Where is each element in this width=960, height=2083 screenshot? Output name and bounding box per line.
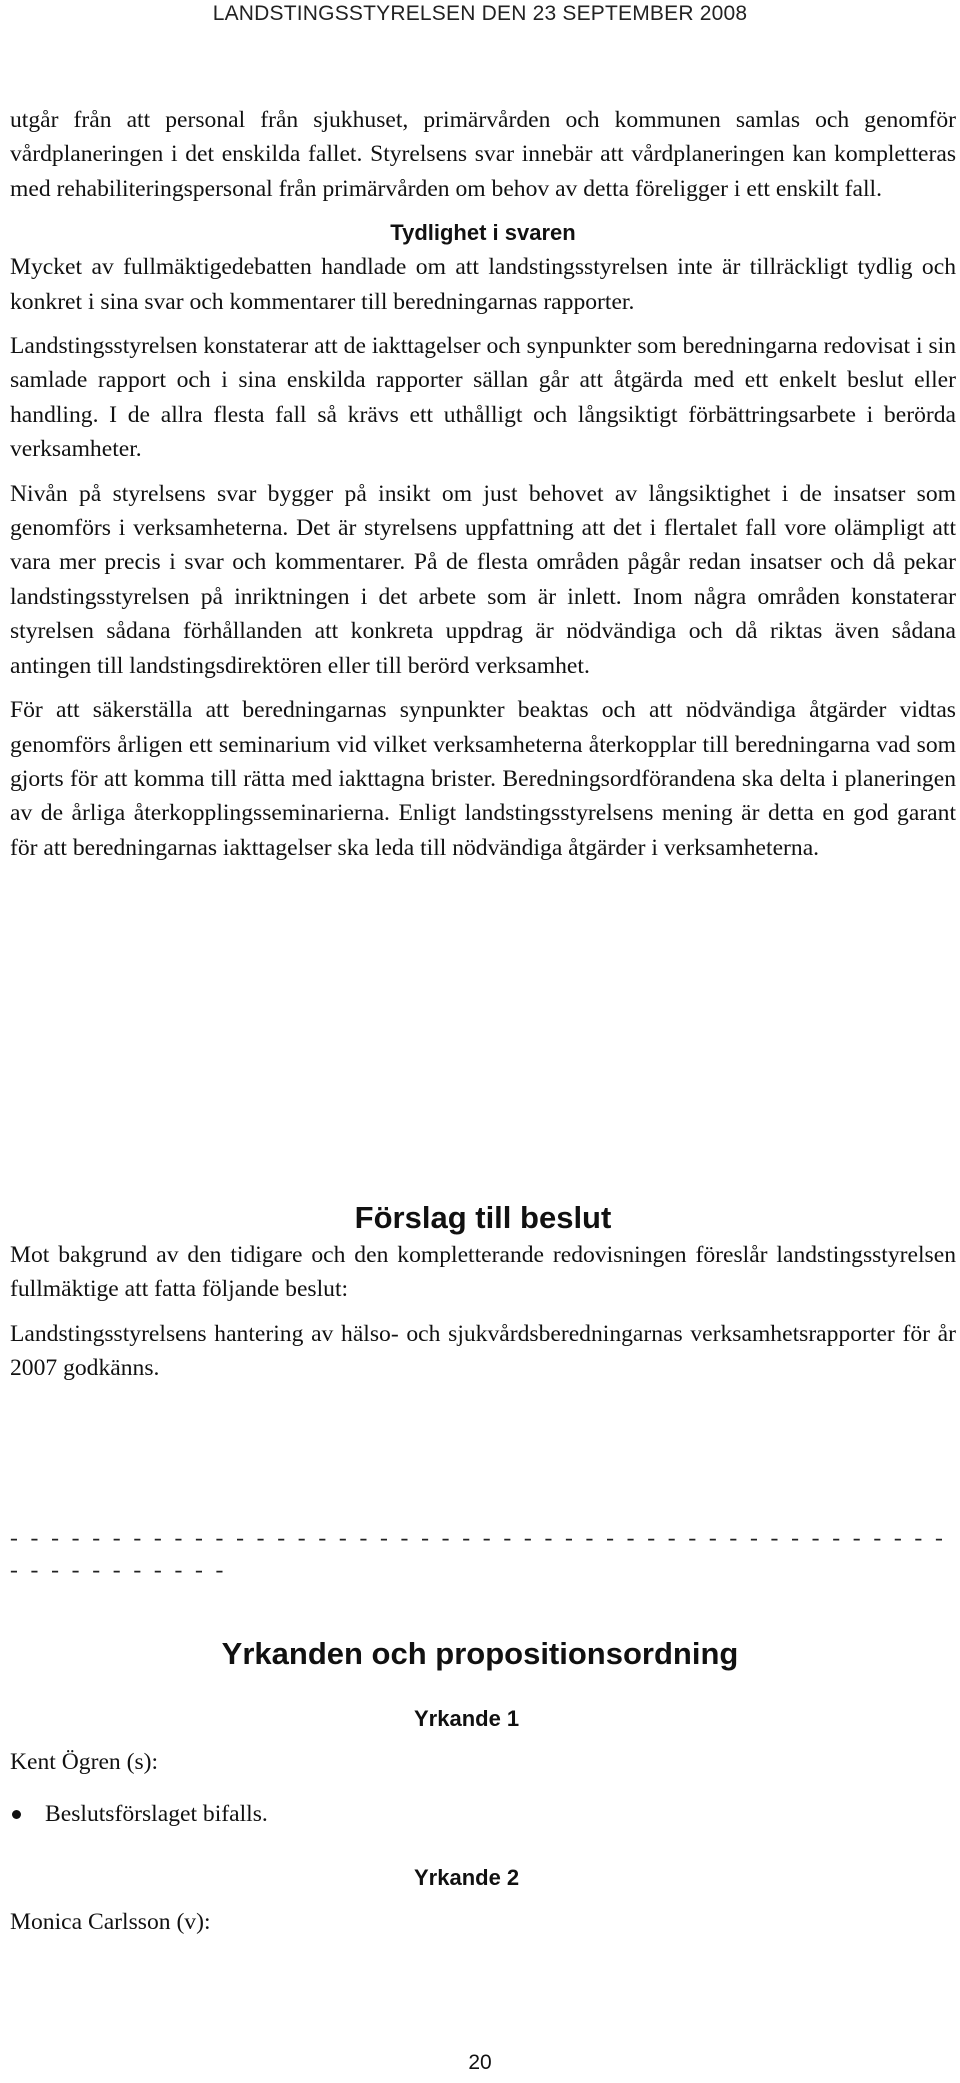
motion-speaker-1: Kent Ögren (s): [10,1749,159,1775]
paragraph-mot-bakgrund: Mot bakgrund av den tidigare och den kompletterande redovisningen föreslår landstingsstyrelsen fullmäktige att fatta följande beslut: [10,1242,956,1303]
running-header: LANDSTINGSSTYRELSEN DEN 23 SEPTEMBER 2008 [212,2,748,25]
paragraph-nivan: Nivån på styrelsens svar bygger på insikt om just behovet av långsiktighet i de insatser som genomförs i verksamheterna. Det är styrelsens uppfattning att det i flertalet fall vore olämpligt att vara mer precis i svar och kommentarer. På de flesta områden pågår redan insatser och då pekar landstingsstyrelsen på inriktningen i det arbete som är inlett. Inom några områden konstaterar styrelsen sådana förhållanden att konkreta uppdrag är nödvändiga och då riktas även sådana antingen till landstingsdirektören eller till berörd verksamhet. [10,480,956,679]
motion-label-1: Yrkande 1 [414,1706,520,1731]
bullet-icon [12,1810,21,1819]
page-number: 20 [468,2051,492,2074]
paragraph-seminarium: För att säkerställa att beredningarnas synpunkter beaktas och att nödvändiga åtgärder vidtas genomförs årligen ett seminarium vid vilket verksamheterna återkopplar till beredningarna vad som gjorts för att komma till rätta med iakttagna brister. Beredningsordförandena ska delta i planeringen av de årliga återkopplingsseminarierna. Enligt landstingsstyrelsens mening är detta en god garant för att beredningarnas iakttagelser ska leda till nödvändiga åtgärder i verksamheterna. [10,697,956,861]
section-heading-yrkanden: Yrkanden och propositionsordning [221,1636,739,1671]
paragraph-fullmaktigedebatt: Mycket av fullmäktigedebatten handlade om att landstingsstyrelsen inte är tillräckligt tydlig och konkret i sina svar och kommentarer till beredningarnas rapporter. [10,254,956,315]
motion-bullet-text-1: Beslutsförslaget bifalls. [45,1801,268,1827]
body-upper [10,103,956,875]
dashed-separator: - - - - - - - - - - - - - - - - - - - - - - - - - - - - - - - - - - - - - - - - - - - - - - - - - - - - - - - - - [10,1525,947,1583]
motion-label-2: Yrkande 2 [414,1865,520,1890]
paragraph-beslut: Landstingsstyrelsens hantering av hälso- och sjukvårdsberedningarnas verksamhetsrapporter för år 2007 godkänns. [10,1320,956,1382]
paragraph-vardplanering: utgår från att personal från sjukhuset, primärvården och kommunen samlas och genomför vårdplaneringen i det enskilda fallet. Styrelsens svar innebär att vårdplaneringen kan kompletteras med rehabiliteringspersonal från primärvården om behov av detta föreligger i ett enskilt fall. [10,107,956,202]
section-heading-forslag: Förslag till beslut [354,1200,612,1235]
body-forslag [10,1198,956,1396]
section-heading-tydlighet: Tydlighet i svaren [390,220,576,246]
motion-speaker-2: Monica Carlsson (v): [10,1909,211,1935]
paragraph-iakttagelser: Landstingsstyrelsen konstaterar att de iakttagelser och synpunkter som beredningarna redovisat i sin samlade rapport och i sina enskilda rapporter sällan går att åtgärda med ett enkelt beslut eller handling. I de allra flesta fall så krävs ett uthålligt och långsiktigt förbättringsarbete i berörda verksamheter. [10,333,956,463]
